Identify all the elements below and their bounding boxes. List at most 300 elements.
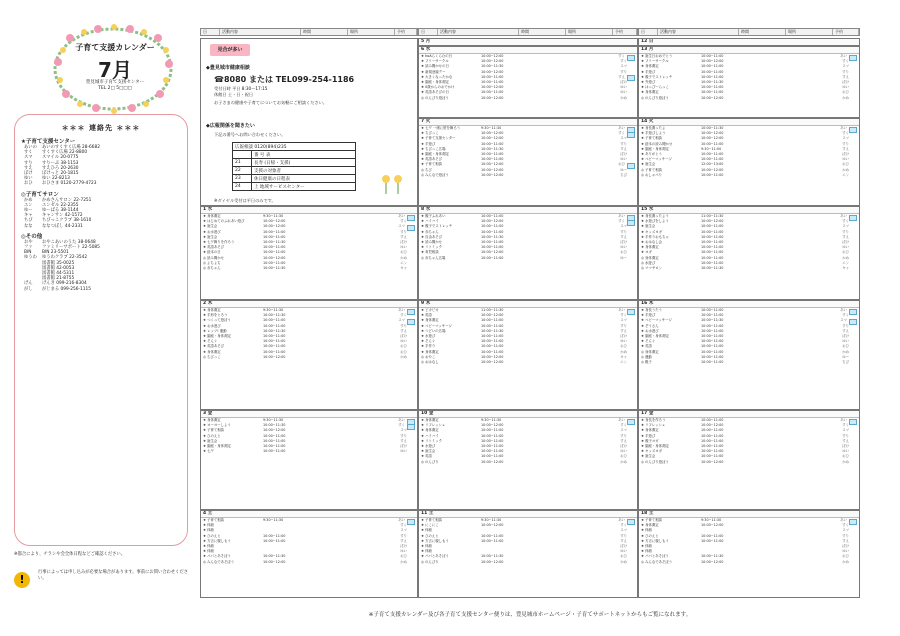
- event-name: ◎ みんなであそぼう: [203, 559, 235, 564]
- event-time: 10:00~11:00: [701, 245, 724, 250]
- event-time: 9:30~11:30: [481, 126, 502, 130]
- subtitle-line: TEL 2□ 5□□□: [98, 86, 132, 91]
- event-facility: ぽけ: [620, 151, 627, 156]
- event-facility: エン: [400, 260, 407, 265]
- day-label: 13 月: [639, 47, 859, 54]
- event-facility: スマ: [400, 428, 407, 433]
- event-time: 10:00~11:00: [263, 323, 286, 328]
- event-facility: すえ: [842, 438, 849, 443]
- event-facility: かめ: [400, 559, 407, 564]
- event-time: 10:00~11:00: [263, 234, 286, 239]
- event-time: 10:00~11:00: [701, 323, 724, 328]
- event-name: ◎ 赤ちゃん広場: [421, 255, 446, 260]
- event-time: 10:00~11:00: [701, 433, 724, 438]
- contact-list: [21, 137, 181, 292]
- day-cell: [418, 410, 638, 510]
- event-time: 10:00~11:30: [481, 328, 504, 333]
- event-time: 10:00~11:00: [481, 344, 504, 349]
- reservation-mark-icon: [409, 429, 415, 433]
- event-name: ★ 身体測定: [203, 214, 221, 218]
- contact-value: 図書館 21-8755: [42, 276, 75, 282]
- event-name: ★ 方言に親しもう: [421, 538, 449, 543]
- event-row: [201, 355, 417, 360]
- event-name: ★ 休館: [203, 523, 214, 528]
- event-name: ★ お水遊び: [203, 229, 221, 234]
- reservation-mark-icon: [851, 81, 857, 85]
- event-time: 10:00~11:30: [263, 265, 286, 270]
- event-time: 9:30~11:00: [701, 146, 722, 151]
- event-name: ★ 身長を作ろう: [641, 418, 666, 422]
- contact-key: げん: [24, 281, 33, 287]
- reservation-mark-icon: [851, 460, 857, 464]
- day-label: 4 土: [201, 511, 417, 518]
- reservation-mark-icon: [629, 545, 635, 549]
- event-time: 10:00~11:00: [701, 328, 724, 333]
- event-name: ★ 親子ヨガ: [641, 438, 659, 443]
- reservation-mark-icon: [629, 225, 635, 229]
- event-time: 10:00~12:00: [481, 250, 504, 255]
- event-time: 10:00~11:00: [481, 151, 504, 156]
- event-time: 10:00~12:00: [263, 224, 286, 229]
- event-time: 10:00~11:00: [263, 538, 286, 543]
- event-time: 10:00~12:00: [481, 167, 504, 172]
- event-name: ★ お水遊び: [641, 328, 659, 333]
- event-row: [639, 173, 859, 178]
- event-name: ★ ヨーヨーしよう: [203, 423, 231, 428]
- reservation-mark-icon: [851, 147, 857, 151]
- contact-key: すり: [24, 160, 33, 166]
- reservation-mark-icon: [851, 550, 857, 554]
- reservation-mark-icon: [409, 529, 415, 533]
- reservation-mark-icon: [629, 539, 635, 543]
- reservation-mark-icon: [629, 158, 635, 162]
- event-name: ◎ よちよち: [203, 260, 221, 265]
- event-time: 10:00~11:00: [263, 449, 286, 454]
- event-time: 10:00~11:00: [481, 79, 504, 84]
- event-row: [419, 460, 637, 465]
- day-label: 16 木: [639, 301, 859, 308]
- reservation-mark-icon: [629, 360, 635, 364]
- event-name: ★ レッツ! 運動: [203, 328, 227, 333]
- event-name: ★ 水遊びをしよう: [641, 219, 669, 224]
- reservation-mark-icon: [629, 439, 635, 443]
- event-time: 10:00~11:00: [263, 318, 286, 323]
- event-time: 10:00~11:00: [701, 339, 724, 344]
- day-cell: [638, 38, 860, 46]
- event-facility: すり: [842, 433, 849, 438]
- event-name: ★ 休館: [421, 528, 432, 533]
- event-time: 10:00~11:30: [263, 239, 286, 244]
- contact-value: ななつぼし 44-2331: [42, 223, 83, 229]
- event-time: 10:00~12:00: [701, 136, 724, 141]
- event-name: ★ 方言に親しもう: [203, 538, 231, 543]
- flower-illustration: [378, 172, 406, 194]
- reservation-mark-icon: [409, 350, 415, 354]
- event-name: ◎ 子育て相談: [641, 167, 662, 172]
- contact-value: すくすく広場 22-8800: [42, 150, 88, 156]
- event-time: 10:00~12:00: [481, 313, 504, 318]
- event-facility: ゆい: [620, 549, 627, 554]
- event-time: 10:00~11:00: [701, 449, 724, 454]
- event-time: 10:00~11:00: [701, 239, 724, 244]
- event-time: 10:00~11:00: [701, 141, 724, 146]
- day-cell: [200, 510, 418, 598]
- reservation-mark-icon: [629, 529, 635, 533]
- event-facility: すり: [400, 533, 407, 538]
- reservation-mark-icon: [409, 335, 415, 339]
- event-time: 10:00~11:00: [481, 449, 504, 454]
- event-facility: すく: [400, 523, 407, 528]
- contact-value: エンゼル 22-2355: [42, 202, 79, 208]
- reservation-mark-icon: [629, 86, 635, 90]
- event-time: 10:00~12:00: [481, 459, 504, 464]
- event-name: ★ ひのえと: [641, 533, 659, 538]
- event-time: 10:00~11:00: [701, 255, 724, 260]
- event-time: 10:00~12:00: [701, 423, 724, 428]
- event-row: [419, 173, 637, 178]
- notice-line: 休館日 土・日・祝日: [214, 92, 254, 97]
- event-row: [419, 560, 637, 565]
- reservation-mark-icon: [851, 350, 857, 354]
- event-time: 10:00~11:30: [701, 265, 724, 270]
- event-facility: かめ: [620, 559, 627, 564]
- event-time: 10:00~11:00: [701, 54, 724, 58]
- event-time: 10:00~12:00: [263, 428, 286, 433]
- event-name: ★ 英語: [641, 344, 652, 349]
- event-name: ★ 身体測定: [421, 428, 439, 433]
- contact-key: がし: [24, 286, 33, 292]
- day-cell: [418, 46, 638, 118]
- event-name: ★ 子育て相談: [203, 428, 225, 433]
- event-name: ★ 身体測定: [421, 318, 439, 323]
- event-name: ★ 身体測定: [641, 428, 659, 433]
- reservation-mark-icon: [409, 539, 415, 543]
- contact-value: ゆい 22-8213: [42, 176, 70, 182]
- event-time: 10:00~11:00: [701, 229, 724, 234]
- event-name: ★ 手遊び: [641, 313, 656, 318]
- event-facility: あい: [618, 308, 625, 312]
- reservation-mark-icon: [851, 241, 857, 245]
- event-facility: かめ: [400, 354, 407, 359]
- event-facility: すり: [842, 141, 849, 146]
- event-facility: ぽけ: [842, 333, 849, 338]
- event-facility: ゆい: [620, 90, 627, 95]
- event-facility: かめ: [400, 255, 407, 260]
- event-facility: すえ: [620, 146, 627, 151]
- event-time: 10:00~11:30: [481, 64, 504, 69]
- event-time: 10:00~11:00: [481, 74, 504, 79]
- event-name: ★ 手形をとろう: [203, 313, 228, 318]
- reservation-mark-icon: [629, 60, 635, 64]
- reservation-mark-icon: [851, 75, 857, 79]
- event-facility: すく: [842, 423, 849, 428]
- event-facility: ゆい: [620, 449, 627, 454]
- event-time: 10:00~12:00: [481, 354, 504, 359]
- reservation-mark-icon: [629, 81, 635, 85]
- event-time: 10:00~11:00: [701, 151, 724, 156]
- reservation-mark-icon: [629, 345, 635, 349]
- event-name: ◎ 水遊び: [641, 260, 656, 265]
- reservation-mark-icon: [409, 534, 415, 538]
- event-name: ★ ありがとう: [641, 151, 663, 156]
- reservation-mark-icon: [629, 235, 635, 239]
- event-facility: スマ: [400, 528, 407, 533]
- event-time: 10:00~12:00: [701, 59, 724, 64]
- notice-heading: ◆豊見城市健康相談: [206, 65, 250, 71]
- event-name: ★ hoAらくらむの日: [421, 54, 453, 58]
- reservation-mark-icon: [851, 545, 857, 549]
- reservation-mark-icon: [851, 524, 857, 528]
- reservation-mark-icon: [851, 142, 857, 146]
- event-facility: ゆい: [400, 449, 407, 454]
- reservation-mark-icon: [629, 555, 635, 559]
- event-time: 10:00~11:00: [481, 538, 504, 543]
- event-time: 10:00~11:00: [701, 85, 724, 90]
- event-time: 10:00~12:00: [263, 354, 286, 359]
- contact-value: ゆうわクラブ 22-3542: [42, 255, 88, 261]
- day-label: 17 金: [639, 411, 859, 418]
- event-name: ★ ベビーマッサージ: [641, 318, 672, 323]
- event-facility: すえ: [400, 538, 407, 543]
- event-time: 10:00~11:00: [481, 90, 504, 95]
- event-time: 10:00~11:00: [263, 433, 286, 438]
- event-name: ★ 方言に親しもう: [641, 538, 669, 543]
- event-name: ★ 休館: [641, 543, 652, 548]
- event-time: 10:00~11:00: [701, 234, 724, 239]
- reservation-mark-icon: [409, 266, 415, 270]
- event-name: ◎ のんびり遊ぼう: [641, 459, 669, 464]
- event-facility: すく: [842, 219, 849, 224]
- contact-value: かめさんサロン 22-7251: [42, 197, 92, 203]
- calendar-title: 子育て支援カレンダー: [75, 43, 155, 52]
- event-facility: すえ: [842, 74, 849, 79]
- event-facility: すり: [842, 69, 849, 74]
- day-label: 7 火: [419, 119, 637, 126]
- event-time: 10:00~11:00: [701, 443, 724, 448]
- event-facility: ぽけ: [620, 443, 627, 448]
- contact-section-heading: ◎その他: [21, 233, 43, 240]
- reservation-mark-icon: [409, 560, 415, 564]
- header-place: 場所: [786, 29, 833, 35]
- reservation-mark-icon: [629, 560, 635, 564]
- event-facility: すく: [620, 423, 627, 428]
- reservation-mark-icon: [851, 96, 857, 100]
- event-row: [419, 256, 637, 261]
- event-facility: すえ: [842, 538, 849, 543]
- day-label: 15 水: [639, 207, 859, 214]
- header-reserve: 予約: [613, 29, 637, 35]
- event-time: 10:00~11:30: [263, 554, 286, 559]
- contact-key: スマ: [24, 155, 33, 161]
- contact-value: 図書館 44-5311: [42, 271, 75, 277]
- event-name: ★ 新規登録デー: [421, 69, 446, 74]
- event-name: ◎ 身体測定: [641, 349, 659, 354]
- event-time: 10:00~11:00: [701, 74, 724, 79]
- event-time: 10:00~11:30: [481, 146, 504, 151]
- event-facility: スマ: [842, 428, 849, 433]
- event-facility: すえ: [842, 328, 849, 333]
- event-facility: すく: [400, 219, 407, 224]
- column-header-row: [418, 28, 638, 36]
- event-time: 9:30~11:30: [263, 308, 284, 312]
- event-name: ★ 身体測定: [641, 90, 659, 95]
- event-name: ★ 身長測ったよ: [641, 126, 666, 130]
- event-name: ★ 七夕: [203, 449, 214, 454]
- event-name: ★ 園庭・身体測定: [641, 333, 669, 338]
- contact-value: 図書館 35-0025: [42, 260, 75, 266]
- reservation-mark-icon: [629, 340, 635, 344]
- header-day: 日: [201, 29, 220, 35]
- event-facility: ゆい: [842, 549, 849, 554]
- event-name: ★ 七夕飾りを作ろう: [203, 239, 235, 244]
- contact-key: すえ: [24, 165, 33, 171]
- event-facility: ゆい: [620, 157, 627, 162]
- event-name: ★ 大きくなったかな: [421, 74, 453, 79]
- reservation-mark-icon: [851, 173, 857, 177]
- reservation-mark-icon: [409, 340, 415, 344]
- event-name: ★ ひのえと: [421, 533, 439, 538]
- event-name: ★ ちびっこ: [421, 131, 439, 136]
- event-facility: あい: [618, 126, 625, 130]
- event-facility: おひ: [400, 344, 407, 349]
- table-cell: 21: [233, 159, 252, 167]
- reservation-mark-icon: [629, 256, 635, 260]
- event-time: 10:00~11:00: [263, 349, 286, 354]
- reservation-mark-icon: [851, 455, 857, 459]
- event-name: ★ 英語あそび: [203, 245, 225, 250]
- event-name: ★ 身体測定: [641, 245, 659, 250]
- event-facility: ぽけ: [842, 443, 849, 448]
- event-facility: スマ: [842, 64, 849, 69]
- reservation-mark-icon: [629, 534, 635, 538]
- event-facility: すく: [620, 313, 627, 318]
- event-facility: すく: [618, 131, 625, 136]
- event-facility: かめ: [620, 459, 627, 464]
- event-name: ★ 誕生会: [641, 454, 656, 459]
- event-name: ★ 休館: [203, 549, 214, 554]
- event-time: 10:00~11:00: [701, 313, 724, 318]
- event-name: ★ 子育て支援センター: [421, 136, 456, 141]
- day-cell: [418, 38, 638, 46]
- event-time: 10:00~11:00: [701, 260, 724, 265]
- day-label: 2 木: [201, 301, 417, 308]
- event-row: [639, 560, 859, 565]
- contact-key: かめ: [24, 197, 33, 203]
- event-name: ★ フリーサークル: [421, 59, 449, 64]
- event-name: ★ 休館: [641, 549, 652, 554]
- reservation-mark-icon: [629, 350, 635, 354]
- event-time: 10:00~11:00: [263, 344, 286, 349]
- contact-key: ゆうわ: [24, 255, 37, 261]
- event-facility: すり: [400, 323, 407, 328]
- event-time: 10:00~11:00: [481, 255, 504, 260]
- event-facility: すく: [842, 59, 849, 64]
- event-time: 10:00~11:00: [481, 157, 504, 162]
- event-name: ★ 身体測定: [641, 64, 659, 69]
- event-time: 9:30~11:30: [263, 418, 284, 422]
- event-name: ★ にこにこ: [421, 523, 439, 528]
- table-cell: 22: [233, 167, 252, 175]
- contact-value: ゆーぱる 38-1144: [42, 208, 79, 214]
- table-cell: 上 地域サービスセンター: [252, 183, 356, 191]
- event-time: 10:00~11:00: [701, 538, 724, 543]
- event-name: ★ 身長測ったよう: [641, 214, 669, 218]
- reservation-mark-icon: [851, 555, 857, 559]
- event-facility: すり: [842, 533, 849, 538]
- event-facility: スマ: [620, 318, 627, 323]
- event-time: 10:00~11:00: [701, 157, 724, 162]
- event-time: 10:00~11:00: [263, 438, 286, 443]
- day-label: 8 水: [419, 207, 637, 214]
- event-name: ★ キッズヨガ: [641, 449, 663, 454]
- reservation-mark-icon: [851, 60, 857, 64]
- event-time: 10:00~11:30: [481, 234, 504, 239]
- day-label: 5 月: [419, 39, 637, 46]
- day-label: 9 木: [419, 301, 637, 308]
- notice-line: 下記の番号へお問い合わせください。: [214, 132, 286, 137]
- event-facility: ゆい: [400, 549, 407, 554]
- event-name: ◎ みんなであそぼう: [641, 559, 673, 564]
- event-row: [639, 360, 859, 365]
- event-facility: かめ: [842, 459, 849, 464]
- contact-key: BIN: [24, 250, 32, 256]
- event-time: 10:00~11:00: [701, 533, 724, 538]
- event-time: 10:00~11:00: [701, 333, 724, 338]
- event-name: ★ はっぴーらっこ: [641, 85, 669, 90]
- event-facility: キャ: [400, 265, 407, 270]
- event-time: 10:00~12:00: [481, 85, 504, 90]
- reservation-mark-icon: [851, 132, 857, 136]
- reservation-mark-icon: [851, 314, 857, 318]
- reservation-mark-icon: [851, 266, 857, 270]
- event-facility: すり: [620, 533, 627, 538]
- contact-key: ゆい: [24, 176, 33, 182]
- event-time: 10:00~12:00: [263, 559, 286, 564]
- contact-key: おひ: [24, 181, 33, 187]
- event-name: ★ ベビーマッサージ: [421, 323, 452, 328]
- event-facility: ぽけ: [620, 79, 627, 84]
- reservation-mark-icon: [851, 230, 857, 234]
- table-cell: 長寿 (日帰・支援): [252, 159, 356, 167]
- contact-value: すりーぷ 38-1153: [42, 160, 79, 166]
- reservation-mark-icon: [851, 335, 857, 339]
- event-time: 10:00~12:00: [481, 54, 504, 58]
- contact-key: キャ: [24, 213, 33, 219]
- contact-value: ファミリーサポート 22-5085: [42, 245, 100, 251]
- reservation-mark-icon: [851, 91, 857, 95]
- contact-value: ぽけっと 20-1815: [42, 171, 79, 177]
- event-time: 10:00~11:00: [701, 224, 724, 229]
- event-time: 10:00~11:00: [263, 250, 286, 255]
- reservation-mark-icon: [629, 230, 635, 234]
- event-time: 11:00~11:30: [481, 308, 504, 312]
- event-facility: かめ: [842, 559, 849, 564]
- event-facility: エン: [620, 359, 627, 364]
- event-time: 10:00~12:00: [701, 219, 724, 224]
- contact-key: ファ: [24, 245, 33, 251]
- event-name: ★ お水遊び: [203, 323, 221, 328]
- reservation-mark-icon: [409, 261, 415, 265]
- event-time: 10:00~11:00: [701, 69, 724, 74]
- reservation-mark-icon: [409, 324, 415, 328]
- reservation-mark-icon: [629, 168, 635, 172]
- event-facility: おひ: [842, 344, 849, 349]
- reservation-mark-icon: [629, 550, 635, 554]
- reservation-mark-icon: [851, 261, 857, 265]
- warning-icon: !: [14, 572, 30, 588]
- event-name: ◎ おはなし: [421, 359, 439, 364]
- event-facility: ゆい: [400, 339, 407, 344]
